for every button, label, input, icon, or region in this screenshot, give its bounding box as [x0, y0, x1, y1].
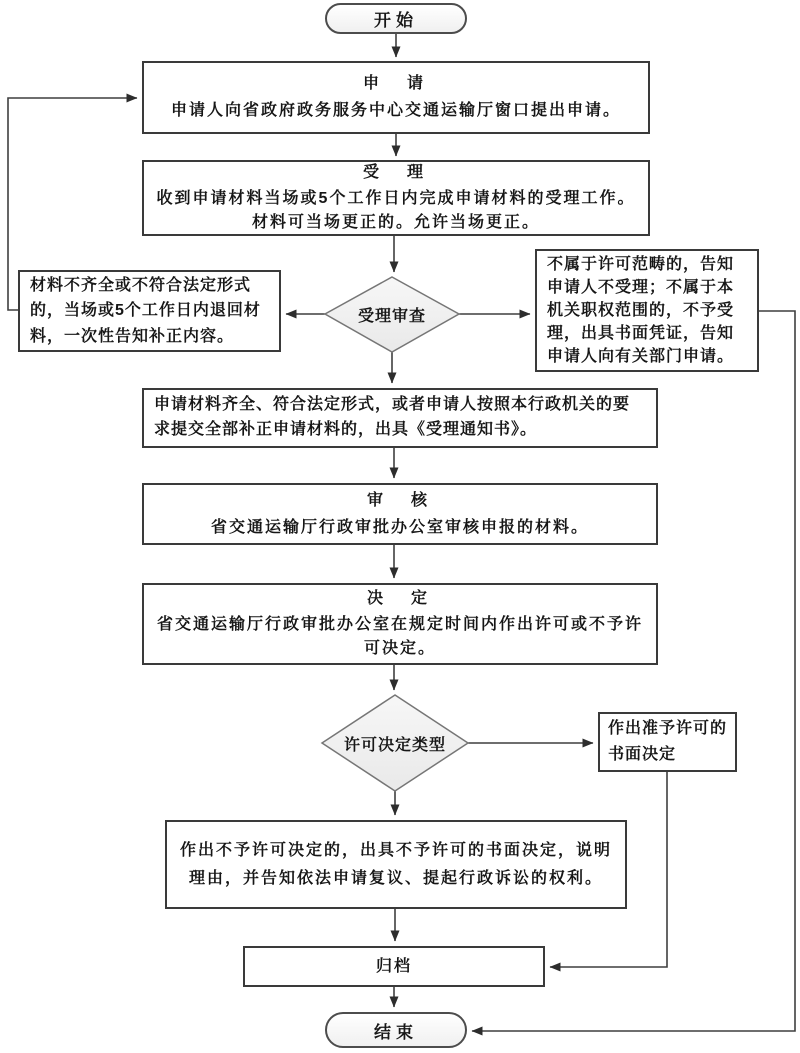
- incomplete-materials-box: [18, 270, 281, 352]
- start-terminator: [325, 3, 467, 34]
- end-label: 结束: [374, 1022, 418, 1042]
- grant-decision-box: [598, 712, 737, 772]
- audit-step-box: [142, 483, 658, 545]
- apply-step-box: [142, 61, 650, 134]
- archive-box: [243, 946, 545, 987]
- deny-decision-text: 作出不予许可决定的，出具不予许可的书面决定，说明理由，并告知依法申请复议、提起行政诉讼的权利。: [179, 842, 612, 887]
- review-diamond-label: 受理审查: [357, 307, 426, 325]
- grant-decision-text: 作出准予许可的书面决定: [608, 720, 728, 763]
- decide-title: 决 定: [366, 589, 433, 607]
- decision-type-diamond-label: 许可决定类型: [343, 736, 446, 754]
- accept-step-box: [142, 160, 650, 236]
- decide-text: 省交通运输厅行政审批办公室在规定时间内作出许可或不予许可决定。: [156, 615, 643, 658]
- apply-text: 申请人向省政府政务服务中心交通运输厅窗口提出申请。: [170, 102, 621, 119]
- acceptance-notice-text: 申请材料齐全、符合法定形式，或者申请人按照本行政机关的要求提交全部补正申请材料的，出具《受理通知书》。: [154, 396, 631, 438]
- incomplete-text: 材料不齐全或不符合法定形式的，当场或5个工作日内退回材料，一次性告知补正内容。: [30, 276, 261, 345]
- acceptance-notice-box: [142, 388, 658, 448]
- accept-title: 受 理: [362, 163, 429, 181]
- end-terminator: [325, 1012, 467, 1048]
- not-accepted-text: 不属于许可范畴的，告知申请人不受理；不属于本机关职权范围的，不予受理，出具书面凭证，告知申请人向有关部门申请。: [547, 255, 735, 366]
- audit-text: 省交通运输厅行政审批办公室审核申报的材料。: [210, 518, 589, 536]
- not-accepted-box: [535, 249, 759, 372]
- start-label: 开始: [374, 11, 418, 30]
- apply-title: 申 请: [362, 75, 429, 93]
- deny-decision-box: [165, 820, 627, 909]
- archive-label: 归档: [375, 957, 412, 975]
- audit-title: 审 核: [366, 491, 433, 509]
- decision-type-diamond-shape: [322, 695, 468, 791]
- review-diamond-shape: [325, 277, 459, 352]
- decide-step-box: [142, 583, 658, 665]
- accept-text: 收到申请材料当场或5个工作日内完成申请材料的受理工作。材料可当场更正的。允许当场更正。: [156, 189, 636, 232]
